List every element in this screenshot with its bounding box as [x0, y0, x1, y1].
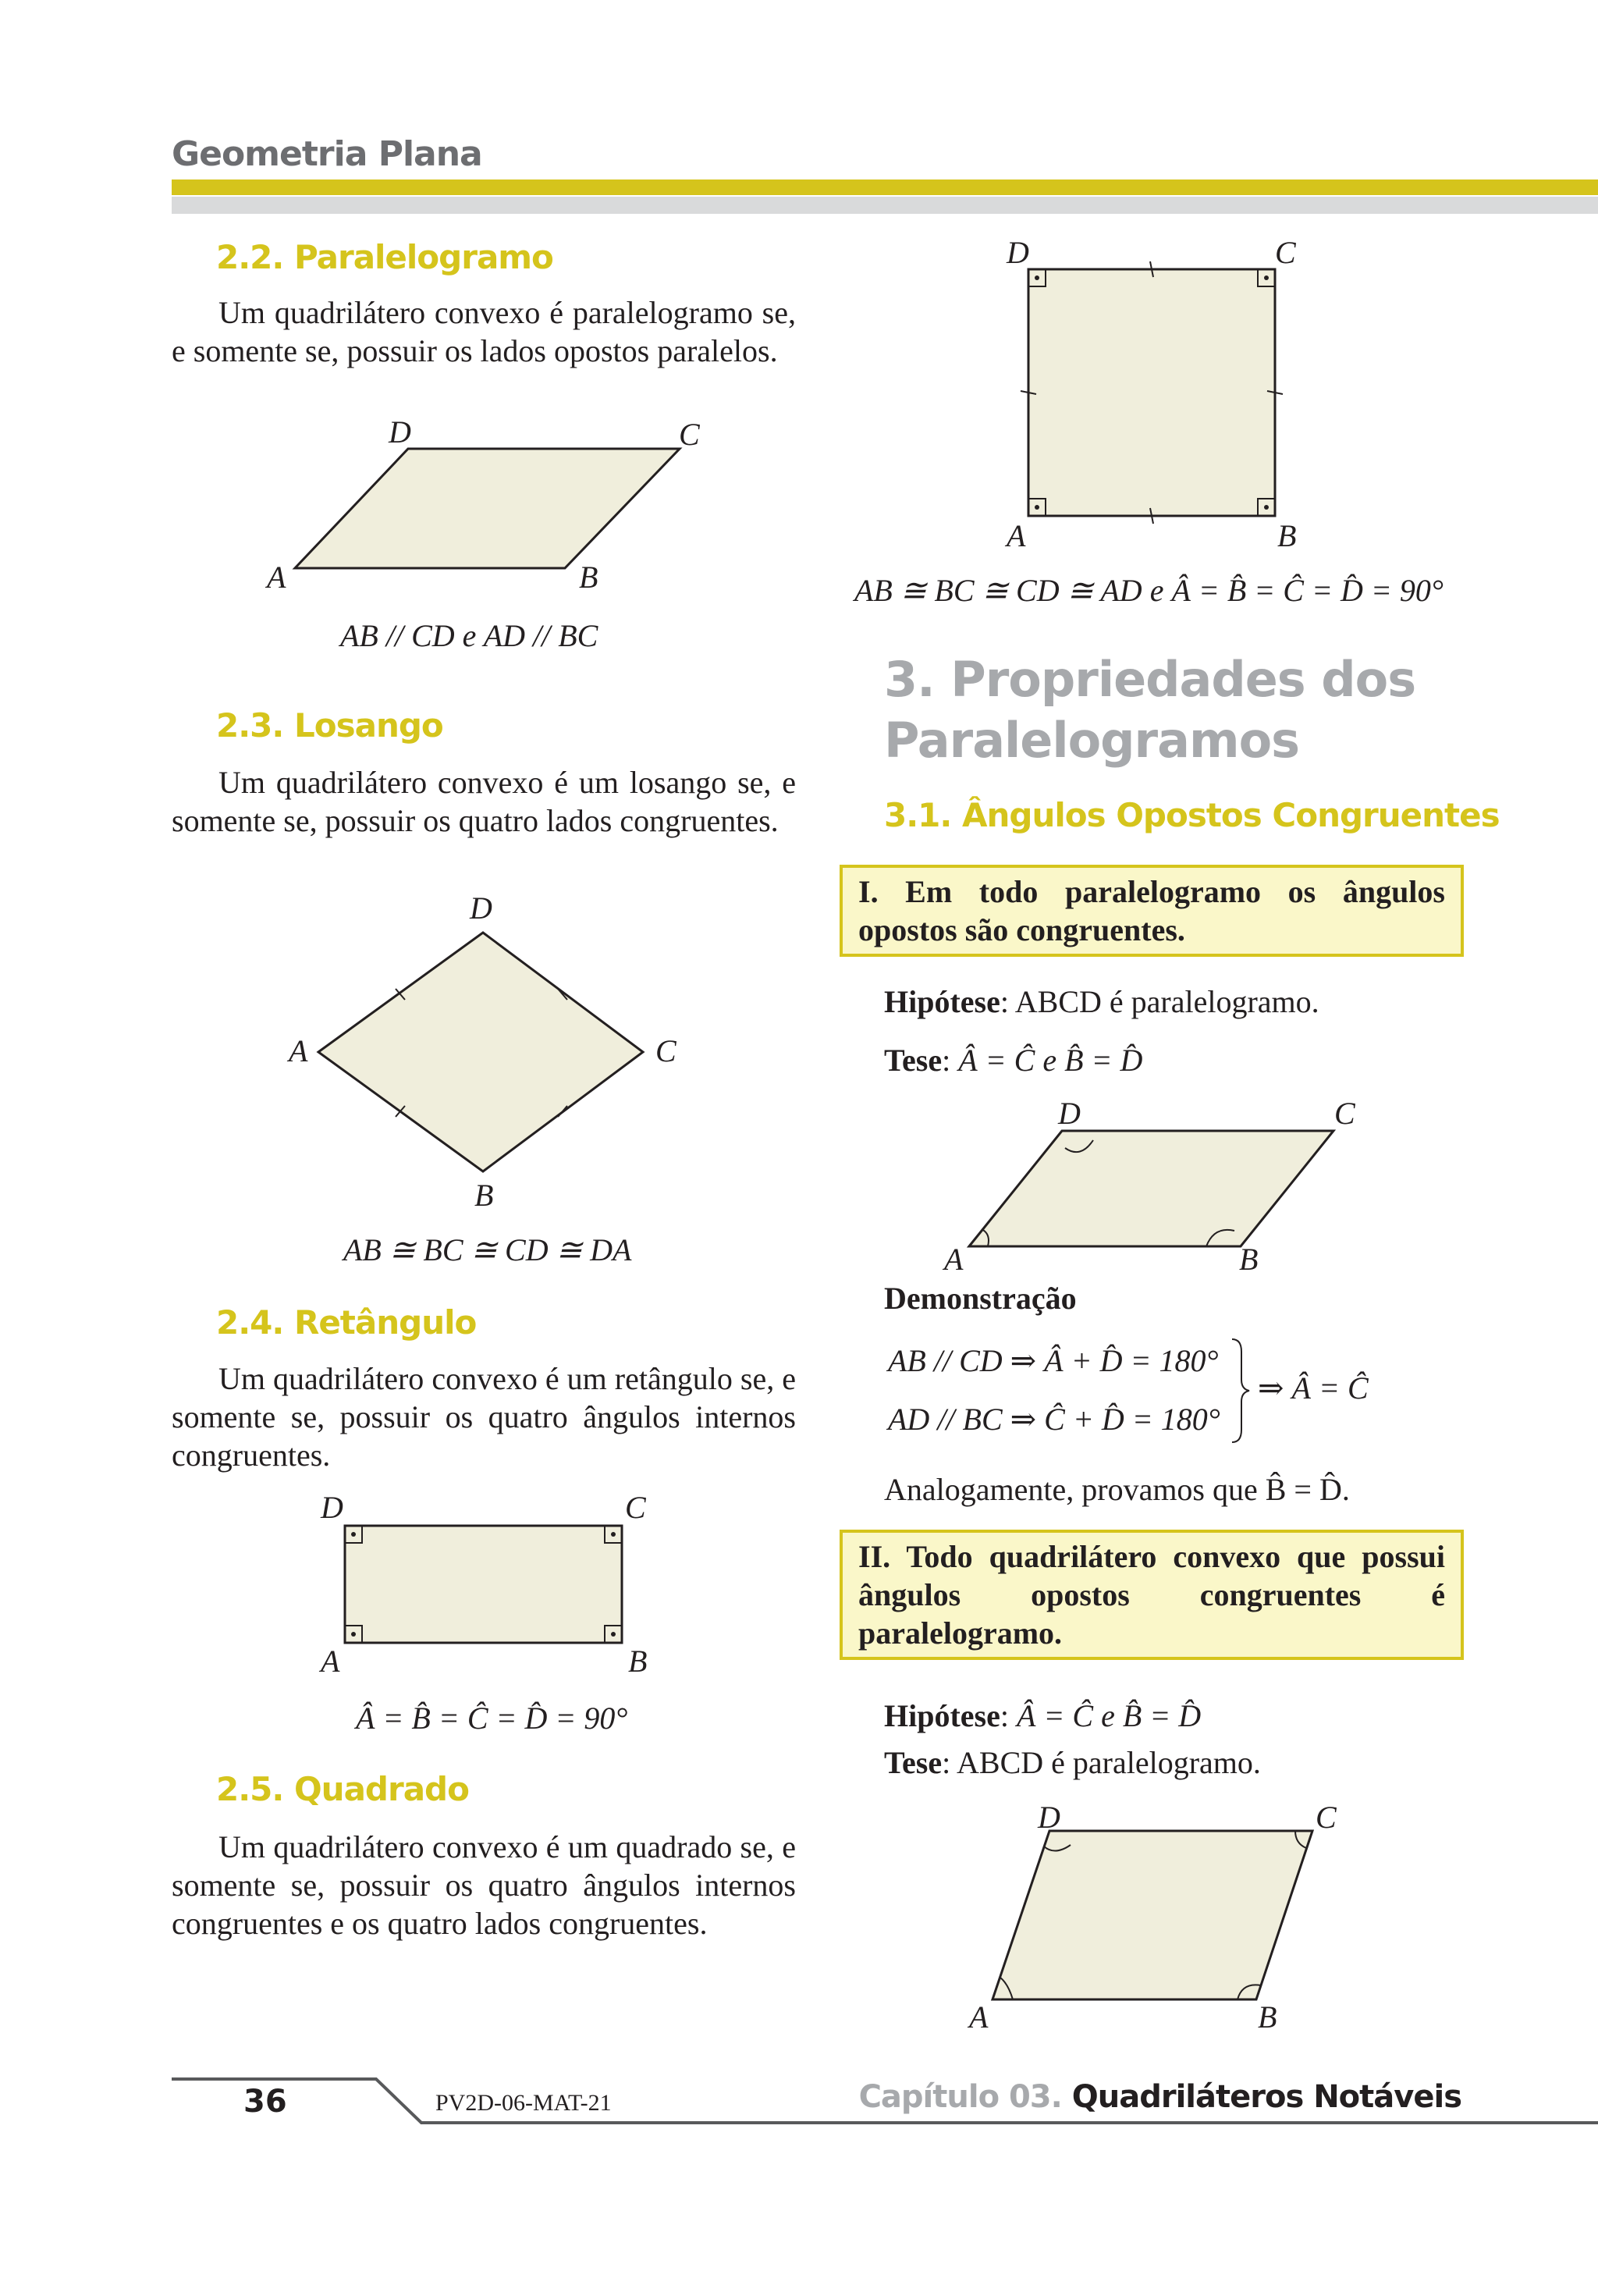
tese-label: Tese: [884, 1745, 943, 1780]
theorem-1-hipotese: Hipótese: ABCD é paralelogramo.: [884, 984, 1319, 1019]
vertex-c: C: [625, 1490, 646, 1525]
section-title-2-4: 2.4. Retângulo: [216, 1303, 477, 1342]
theorem-1-box: I. Em todo paralelogramo os ângulos opostos são congruentes.: [840, 865, 1464, 957]
vertex-d: D: [1038, 1800, 1060, 1835]
hipotese-text: Â = Ĉ e B̂ = D̂: [1017, 1698, 1202, 1733]
tese-label: Tese: [884, 1043, 943, 1078]
hipotese-text: ABCD é paralelogramo.: [1014, 984, 1319, 1019]
vertex-a: A: [321, 1644, 340, 1679]
caption-retangulo: Â = B̂ = Ĉ = D̂ = 90°: [356, 1701, 628, 1736]
vertex-c: C: [1275, 235, 1296, 270]
section-text-2-4-body: Um quadrilátero convexo é um retângulo se, e somente se, possuir os quatro ângulos internos congruentes.: [172, 1361, 796, 1473]
section-title-3-line1: 3. Propriedades dos: [884, 651, 1416, 708]
caption-losango: AB ≅ BC ≅ CD ≅ DA: [343, 1232, 632, 1267]
vertex-a: A: [969, 1999, 989, 2035]
section-text-2-2-body: Um quadrilátero convexo é paralelogramo se, e somente se, possuir os lados opostos paralelos.: [172, 295, 796, 368]
header-bar-gray: [172, 197, 1598, 214]
demo-line-1: AB // CD ⇒ Â + D̂ = 180°: [888, 1343, 1219, 1378]
section-text-2-4: [172, 1359, 796, 1474]
vertex-c: C: [1334, 1096, 1355, 1131]
theorem-1-tese: Tese: Â = Ĉ e B̂ = D̂: [884, 1043, 1143, 1078]
vertex-b: B: [628, 1644, 648, 1679]
vertex-b: B: [1239, 1242, 1259, 1277]
vertex-b: B: [1277, 518, 1297, 553]
chapter-number: Capítulo 03.: [858, 2079, 1062, 2115]
section-text-2-3: [172, 763, 796, 840]
demo-result: ⇒ Â = Ĉ: [1258, 1370, 1369, 1406]
vertex-d: D: [470, 890, 492, 926]
vertex-c: C: [1316, 1800, 1337, 1835]
theorem-2-box: II. Todo quadrilátero convexo que possui ângulos opostos congruentes é paralelogramo.: [840, 1530, 1464, 1660]
chapter-footer: [859, 2079, 1461, 2115]
vertex-a: A: [267, 560, 286, 595]
section-text-2-3-body: Um quadrilátero convexo é um losango se, e somente se, possuir os quatro lados congruentes.: [172, 765, 796, 838]
header-bar-accent: [172, 179, 1598, 195]
vertex-d: D: [1007, 235, 1029, 270]
section-title-3-1: 3.1. Ângulos Opostos Congruentes: [884, 796, 1500, 834]
demo-analog: Analogamente, provamos que B̂ = D̂.: [884, 1472, 1350, 1507]
vertex-d: D: [321, 1490, 343, 1525]
tese-text: ABCD é paralelogramo.: [957, 1745, 1261, 1780]
tese-text: Â = Ĉ e B̂ = D̂: [958, 1043, 1143, 1078]
figure-paralelogramo: [257, 414, 726, 609]
caption-paralelogramo: AB // CD e AD // BC: [340, 618, 598, 653]
section-title-2-2: 2.2. Paralelogramo: [216, 238, 553, 276]
vertex-c: C: [655, 1033, 676, 1068]
document-code: PV2D-06-MAT-21: [435, 2090, 612, 2116]
section-title-2-3: 2.3. Losango: [216, 706, 443, 745]
theorem-2-hipotese: Hipótese: Â = Ĉ e B̂ = D̂: [884, 1698, 1202, 1733]
running-title: Geometria Plana: [172, 134, 482, 174]
caption-quadrado: AB ≅ BC ≅ CD ≅ AD e Â = B̂ = Ĉ = D̂ = 90°: [854, 573, 1444, 608]
section-title-3-line2: Paralelogramos: [884, 712, 1300, 769]
vertex-c: C: [679, 417, 700, 452]
vertex-b: B: [474, 1178, 494, 1213]
vertex-a: A: [1007, 518, 1026, 553]
theorem-2-tese: Tese: ABCD é paralelogramo.: [884, 1745, 1261, 1780]
figure-retangulo: [316, 1487, 675, 1678]
figure-losango: [281, 886, 676, 1217]
section-title-2-5: 2.5. Quadrado: [216, 1770, 469, 1808]
chapter-title: Quadriláteros Notáveis: [1071, 2079, 1461, 2115]
vertex-d: D: [389, 414, 411, 450]
page-number: 36: [243, 2084, 287, 2120]
vertex-a: A: [944, 1242, 964, 1277]
vertex-d: D: [1058, 1096, 1081, 1131]
figure-paralelogramo-angulos: [936, 1096, 1381, 1277]
vertex-a: A: [289, 1033, 308, 1068]
vertex-b: B: [579, 560, 598, 595]
hipotese-label: Hipótese: [884, 1698, 1000, 1733]
figure-paralelogramo-recíproca: [960, 1795, 1365, 2037]
vertex-b: B: [1258, 1999, 1277, 2035]
figure-quadrado: [999, 235, 1326, 558]
demo-brace: [1229, 1336, 1252, 1445]
section-title-3: [884, 649, 1415, 771]
demo-label: [884, 1280, 1077, 1317]
section-text-2-5: [172, 1828, 796, 1942]
section-text-2-2: [172, 293, 796, 370]
hipotese-label: Hipótese: [884, 984, 1000, 1019]
demo-label-text: Demonstração: [884, 1281, 1077, 1316]
section-text-2-5-body: Um quadrilátero convexo é um quadrado se, e somente se, possuir os quatro ângulos internos congruentes e os quatro lados congruentes.: [172, 1829, 796, 1941]
demo-line-2: AD // BC ⇒ Ĉ + D̂ = 180°: [888, 1402, 1220, 1437]
